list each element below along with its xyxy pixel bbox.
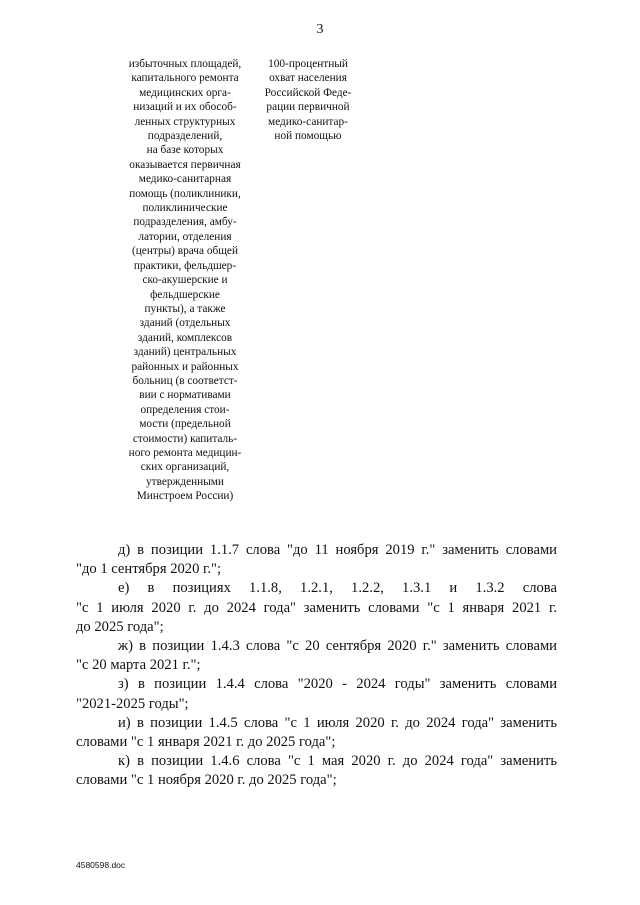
amendment-paragraph (76, 541, 557, 579)
table-cell-line: избыточных площадей, (128, 58, 242, 70)
table-cell-line: Российской Феде- (264, 86, 352, 99)
table-cell-line: охват населения (269, 72, 347, 85)
table-cell-line: ной помощью (274, 130, 342, 143)
table-cell-line: медико-санитарная (138, 173, 232, 186)
page-number: 3 (316, 22, 324, 37)
table-cell-line: районных и районных (131, 360, 239, 373)
table-cell-line: подразделения, амбу- (133, 216, 237, 229)
table-cell-line: утвержденными (146, 475, 224, 488)
table-cell-line: практики, фельдшер- (133, 259, 237, 272)
table-cell-line: Минстроем России) (136, 490, 234, 503)
table-cell-line: стоимости) капиталь- (132, 432, 238, 445)
paragraph-line: "с 1 июля 2020 г. до 2024 года" заменить словами "с 1 января 2021 г. (76, 599, 557, 616)
paragraph-line: "2021-2025 годы"; (76, 695, 189, 712)
paragraph-line: ж) в позиции 1.4.3 слова "с 20 сентября 2020 г." заменить словами (118, 638, 557, 655)
table-cell-line: помощь (поликлиники, (129, 187, 241, 200)
table-cell-line: ских организаций, (140, 461, 230, 474)
table-cell-line: ско-акушерские и (142, 274, 228, 287)
table-cell-line: определения стои- (140, 403, 230, 416)
paragraph-line: "с 20 марта 2021 г."; (76, 657, 201, 674)
table-cell-left (115, 57, 255, 504)
amendment-paragraph (76, 714, 557, 752)
table-cell-line: медико-санитар- (268, 115, 348, 128)
amendments-body (76, 541, 557, 791)
table-cell-line: капитального ремонта (131, 72, 239, 85)
amendment-paragraph (76, 637, 557, 675)
table-cell-line: 100-процентный (268, 58, 348, 70)
amendment-paragraph (76, 675, 557, 713)
table-cell-line: зданий, комплексов (137, 331, 233, 344)
table-cell-line: медицинских орга- (139, 86, 231, 99)
table-cell-line: ного ремонта медицин- (128, 446, 242, 459)
table-cell-line: низаций и их обособ- (133, 101, 237, 114)
paragraph-line: словами "с 1 января 2021 г. до 2025 года"; (76, 734, 336, 751)
paragraph-line: до 2025 года"; (76, 618, 164, 635)
table-cell-right (258, 57, 358, 143)
document-file-code: 4580598.doc (76, 860, 126, 870)
table-cell-line: на базе которых (146, 144, 224, 157)
paragraph-line: "до 1 сентября 2020 г."; (76, 561, 222, 578)
table-cell-line: зданий) центральных (133, 346, 237, 359)
table-cell-line: подразделений, (147, 130, 223, 143)
table-cell-line: фельдшерские (150, 288, 220, 301)
table-cell-line: зданий (отдельных (139, 317, 231, 330)
paragraph-line: д) в позиции 1.1.7 слова "до 11 ноября 2019 г." заменить словами (118, 542, 557, 558)
paragraph-line: и) в позиции 1.4.5 слова "с 1 июля 2020 г. до 2024 года" заменить (118, 714, 557, 731)
table-cell-line: латории, отделения (138, 230, 232, 243)
amendment-paragraph (76, 752, 557, 790)
table-cell-line: ленных структурных (134, 115, 236, 128)
table-cell-line: мости (предельной (139, 418, 231, 431)
table-cell-line: больниц (в соответст- (132, 374, 238, 387)
paragraph-line: словами "с 1 ноября 2020 г. до 2025 года"; (76, 772, 337, 789)
table-cell-line: пункты), а также (144, 302, 226, 315)
amendment-paragraph (76, 579, 557, 637)
table-cell-line: оказывается первичная (129, 158, 241, 171)
table-cell-line: рации первичной (266, 101, 350, 114)
table-cell-line: (центры) врача общей (132, 245, 238, 258)
paragraph-line: к) в позиции 1.4.6 слова "с 1 мая 2020 г. до 2024 года" заменить (118, 753, 557, 770)
paragraph-line: е) в позициях 1.1.8, 1.2.1, 1.2.2, 1.3.1 и 1.3.2 слова (118, 580, 557, 597)
table-cell-line: поликлинические (142, 202, 228, 215)
table-cell-line: вии с нормативами (139, 389, 231, 402)
paragraph-line: з) в позиции 1.4.4 слова "2020 - 2024 годы" заменить словами (118, 676, 557, 693)
